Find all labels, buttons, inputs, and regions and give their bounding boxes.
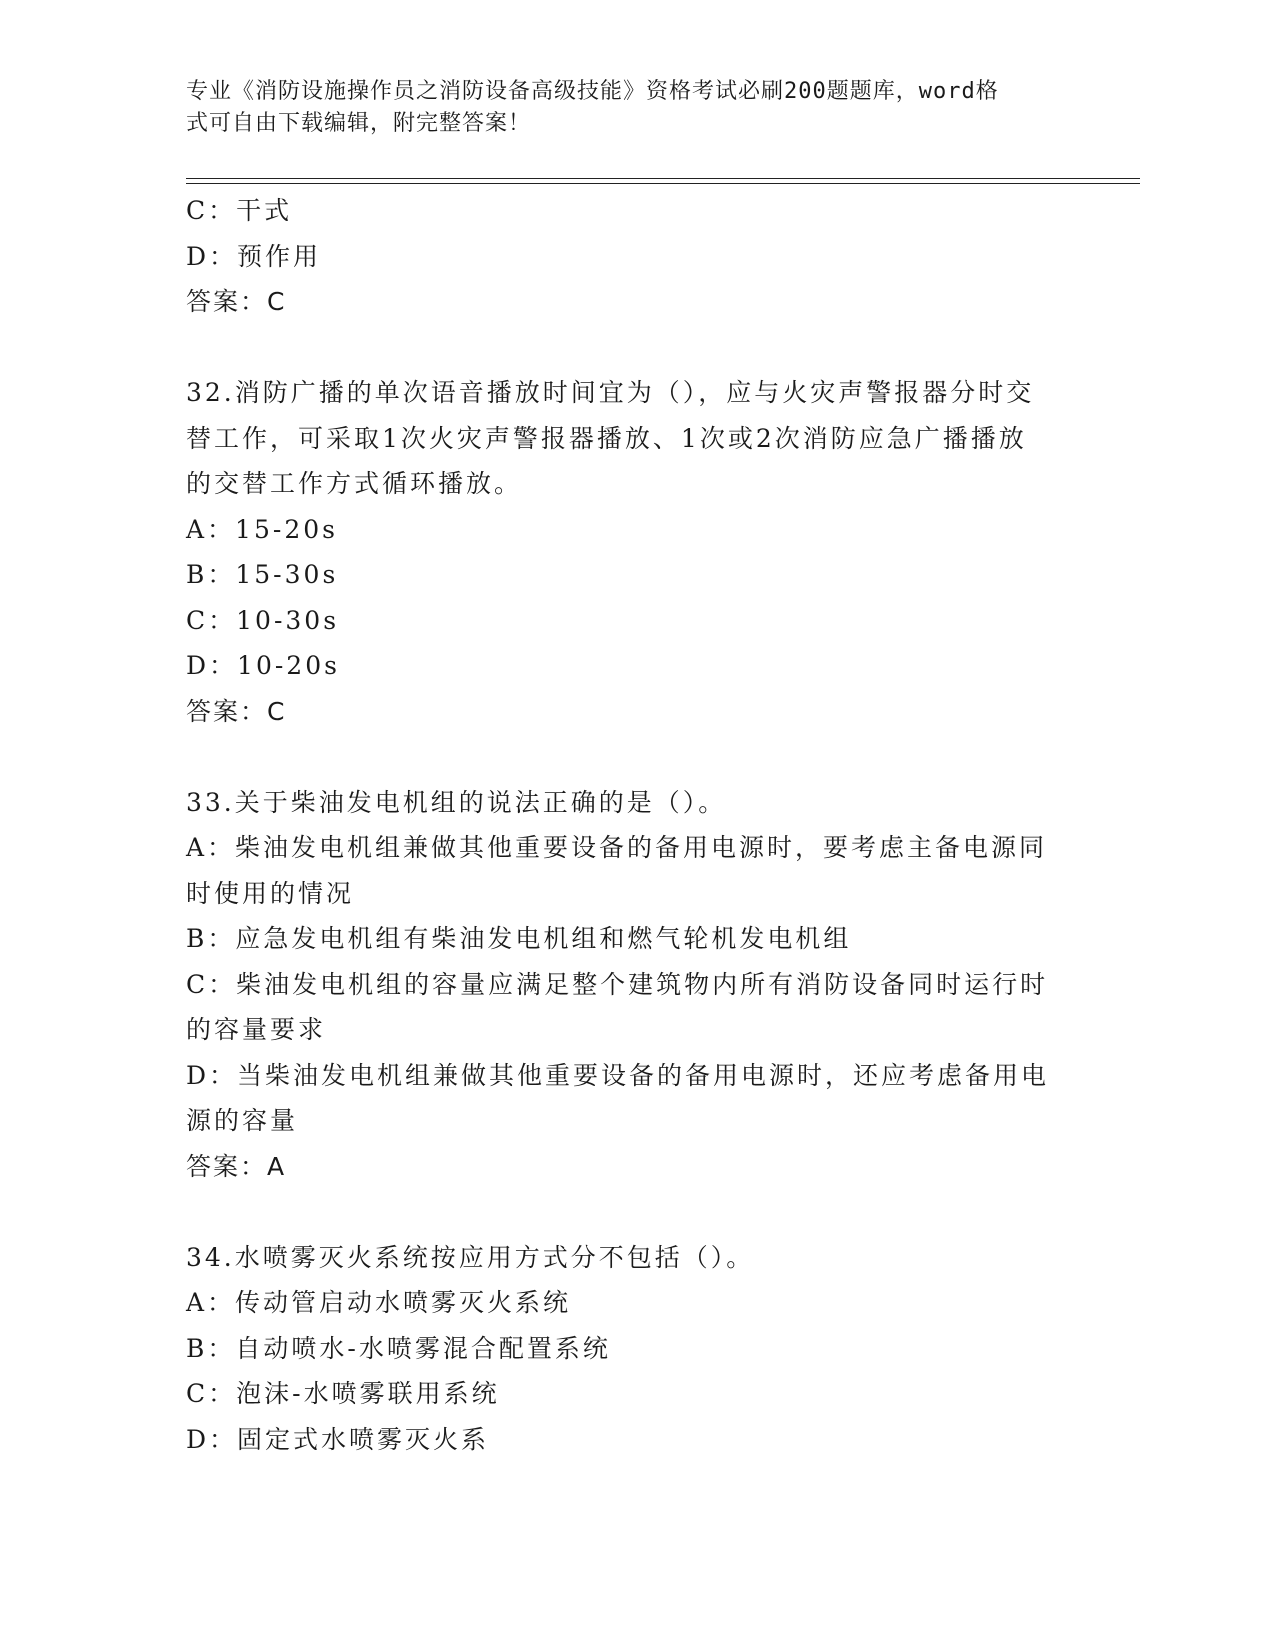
option-d: D：预作用	[186, 241, 322, 271]
option-line: 的容量要求	[186, 1015, 327, 1044]
option-a: A：传动管启动水喷雾灭火系统	[186, 1288, 572, 1317]
question-32	[186, 370, 1086, 734]
question-33	[186, 780, 1086, 1190]
document-header	[186, 76, 1066, 140]
question-31-continuation	[186, 188, 1086, 325]
option-c: C：10-30s	[186, 605, 340, 635]
question-stem-line: 的交替工作方式循环播放。	[186, 469, 523, 498]
header-divider-top	[186, 178, 1140, 179]
question-stem-line: 替工作，可采取1次火灾声警报器播放、1次或2次消防应急广播播放	[186, 423, 1027, 453]
spacer	[186, 734, 1086, 780]
answer-line: 答案：A	[186, 1151, 287, 1181]
question-stem-line: 34.水喷雾灭火系统按应用方式分不包括（）。	[186, 1242, 755, 1272]
option-line: A：柴油发电机组兼做其他重要设备的备用电源时，要考虑主备电源同	[186, 833, 1048, 862]
option-b: B：自动喷水-水喷雾混合配置系统	[186, 1333, 611, 1363]
document-body	[186, 188, 1086, 1462]
answer-line: 答案：C	[186, 696, 287, 726]
option-line: C：柴油发电机组的容量应满足整个建筑物内所有消防设备同时运行时	[186, 969, 1049, 999]
question-34	[186, 1235, 1086, 1463]
answer-line: 答案：C	[186, 287, 287, 316]
option-a: A：15-20s	[186, 514, 338, 544]
option-d: D：固定式水喷雾灭火系	[186, 1424, 490, 1454]
spacer	[186, 325, 1086, 371]
option-d: D：10-20s	[186, 651, 340, 680]
option-line: B：应急发电机组有柴油发电机组和燃气轮机发电机组	[186, 924, 852, 953]
header-line-1: 专业《消防设施操作员之消防设备高级技能》资格考试必刷200题题库，word格	[186, 79, 999, 104]
option-line: 源的容量	[186, 1106, 299, 1135]
option-line: 时使用的情况	[186, 878, 355, 908]
option-c: C：干式	[186, 196, 293, 225]
header-line-2: 式可自由下载编辑，附完整答案！	[186, 111, 532, 136]
option-line: D：当柴油发电机组兼做其他重要设备的备用电源时，还应考虑备用电	[186, 1060, 1050, 1090]
question-stem-line: 32.消防广播的单次语音播放时间宜为（），应与火灾声警报器分时交	[186, 378, 1035, 407]
option-c: C：泡沫-水喷雾联用系统	[186, 1379, 500, 1408]
option-b: B：15-30s	[186, 560, 339, 589]
header-divider-bottom	[186, 183, 1140, 184]
question-stem-line: 33.关于柴油发电机组的说法正确的是（）。	[186, 787, 727, 817]
spacer	[186, 1189, 1086, 1235]
